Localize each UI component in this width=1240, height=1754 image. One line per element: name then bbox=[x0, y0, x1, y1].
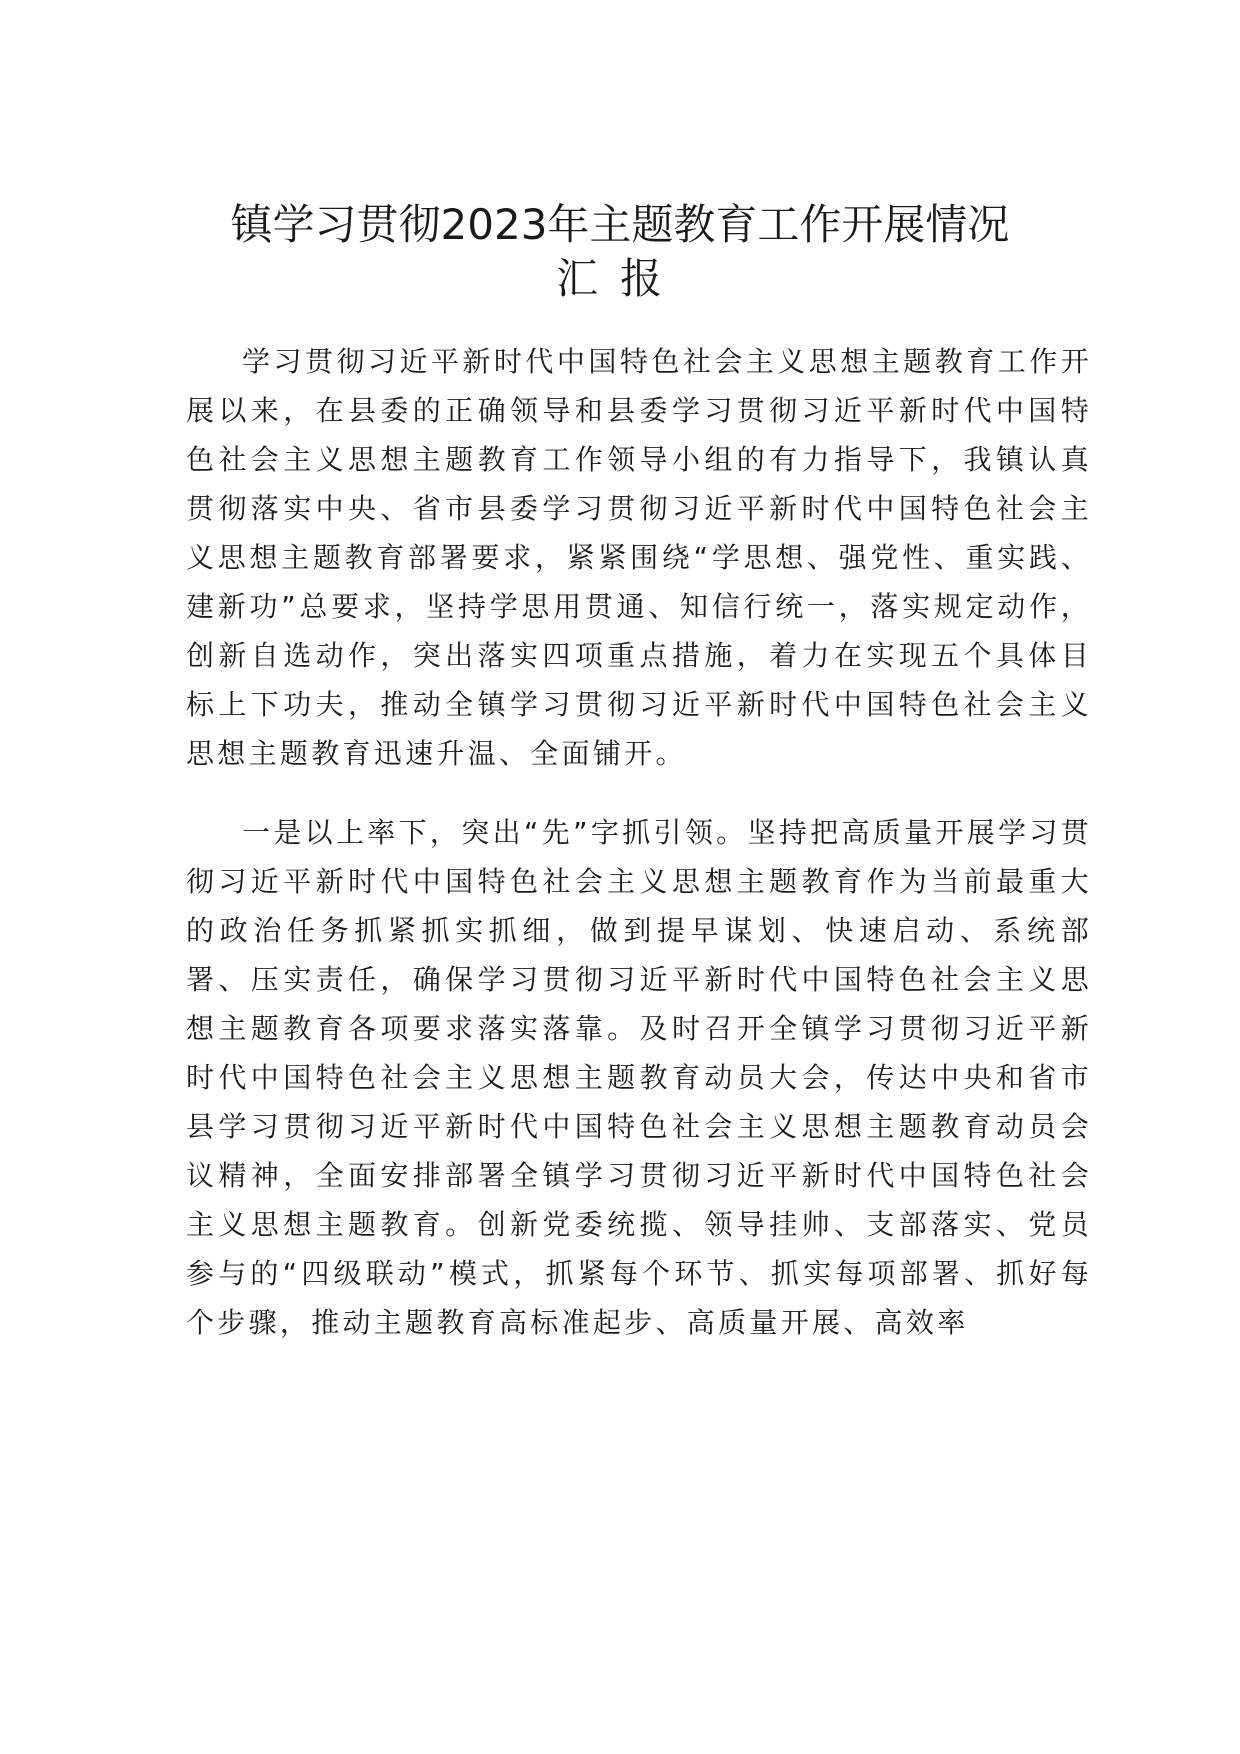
paragraph-intro: 学习贯彻习近平新时代中国特色社会主义思想主题教育工作开展以来，在县委的正确领导和县委学习贯彻习近平新时代中国特色社会主义思想主题教育工作领导小组的有力指导下，我镇认真贯彻落实中央、省市县委学习贯彻习近平新时代中国特色社会主义思想主题教育部署要求，紧紧围绕“学思想、强党性、重实践、建新功”总要求，坚持学思用贯通、知信行统一，落实规定动作，创新自选动作，突出落实四项重点措施，着力在实现五个具体目标上下功夫，推动全镇学习贯彻习近平新时代中国特色社会主义思想主题教育迅速升温、全面铺开。 bbox=[186, 345, 1092, 770]
document-title-line2: 汇报 bbox=[555, 254, 684, 303]
paragraph-first-point: 一是以上率下，突出“先”字抓引领。坚持把高质量开展学习贯彻习近平新时代中国特色社会主义思想主题教育作为当前最重大的政治任务抓紧抓实抓细，做到提早谋划、快速启动、系统部署、压实责任，确保学习贯彻习近平新时代中国特色社会主义思想主题教育各项要求落实落靠。及时召开全镇学习贯彻习近平新时代中国特色社会主义思想主题教育动员大会，传达中央和省市县学习贯彻习近平新时代中国特色社会主义思想主题教育动员会议精神，全面安排部署全镇学习贯彻习近平新时代中国特色社会主义思想主题教育。创新党委统揽、领导挂帅、支部落实、党员参与的“四级联动”模式，抓紧每个环节、抓实每项部署、抓好每个步骤，推动主题教育高标准起步、高质量开展、高效率 bbox=[186, 816, 1092, 1339]
document-title: 镇学习贯彻2023年主题教育工作开展情况 bbox=[230, 200, 1010, 249]
